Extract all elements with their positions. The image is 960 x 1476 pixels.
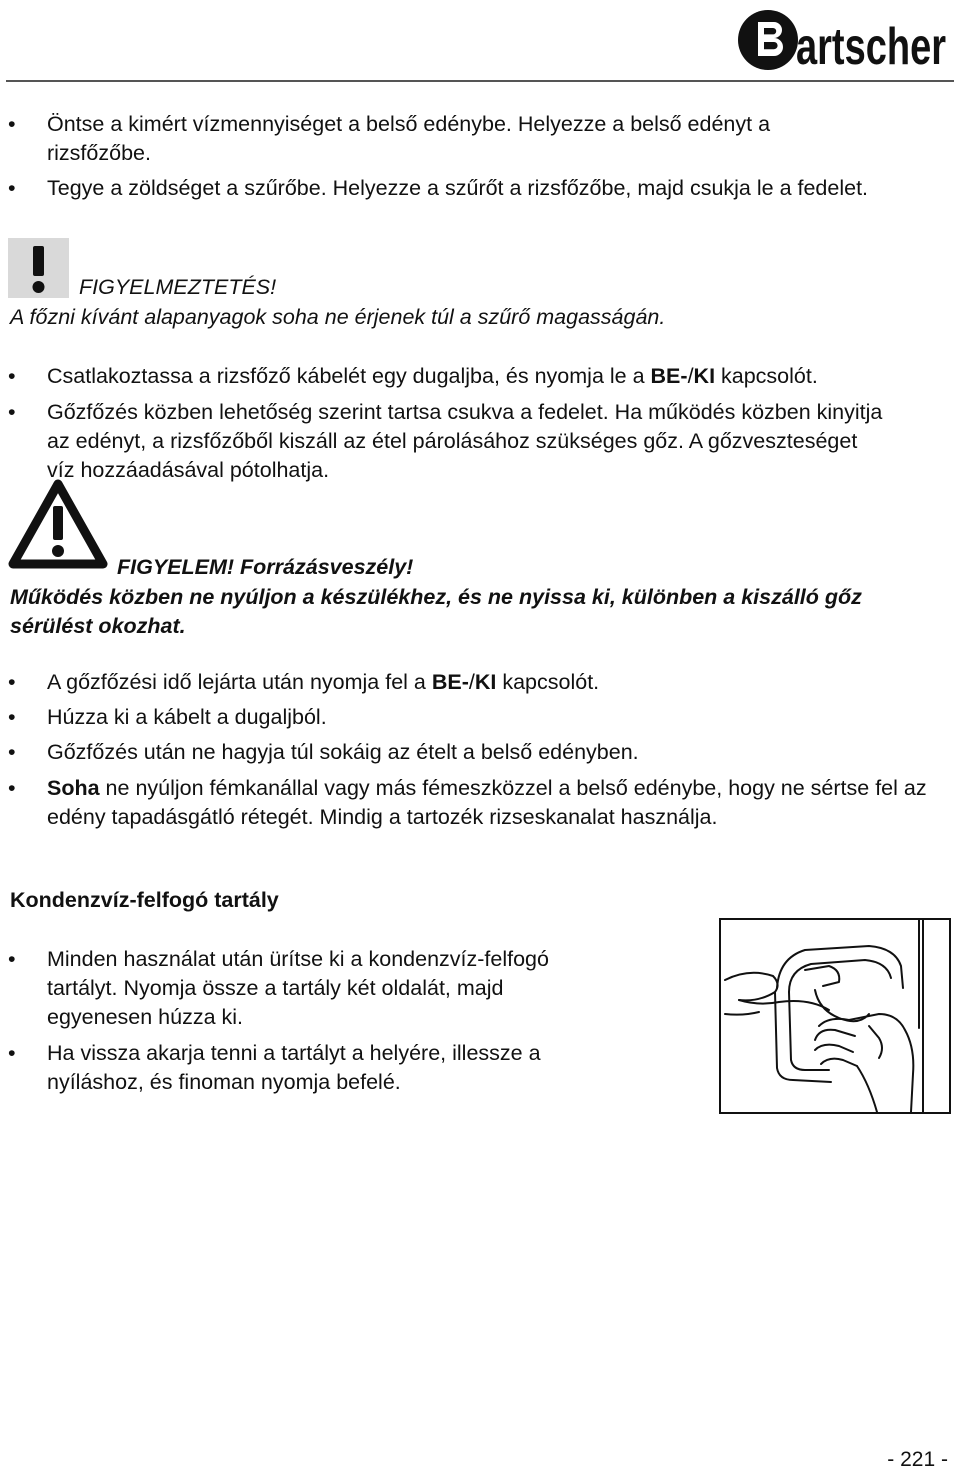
section-heading: Kondenzvíz-felfogó tartály [10,888,279,912]
bullet-icon: • [8,112,16,136]
bullet-icon: • [8,670,16,694]
svg-text:artscher: artscher [796,18,946,70]
list-item-text: Csatlakoztassa a rizsfőző kábelét egy dugaljba, és nyomja le a BE-/KI kapcsolót. [47,364,818,388]
bullet-icon: • [8,947,16,971]
bullet-icon: • [8,400,16,424]
caution-text: Működés közben ne nyúljon a készülékhez, és ne nyissa ki, különben a kiszálló gőz sérülést okozhat. [10,585,862,638]
warning-text: A főzni kívánt alapanyagok soha ne érjenek túl a szűrő magasságán. [10,305,666,329]
warning-title: FIGYELMEZTETÉS! [79,275,277,299]
list-item-text: Ha vissza akarja tenni a tartályt a helyére, illessze a nyíláshoz, és finoman nyomja befelé. [47,1041,541,1094]
bullet-icon: • [8,776,16,800]
list-item-text: Soha ne nyúljon fémkanállal vagy más fémeszközzel a belső edénybe, hogy ne sértse fel az edény tapadásgátló rétegét. Mindig a tartozék rizseskanalat használja. [47,776,927,829]
page-number: - 221 - [887,1448,948,1471]
caution-title: FIGYELEM! Forrázásveszély! [117,555,414,579]
warning-triangle-icon [8,478,108,570]
list-item-text: Minden használat után ürítse ki a kondenzvíz-felfogó tartályt. Nyomja össze a tartály két oldalát, majd egyenesen húzza ki. [47,947,549,1029]
list-item-text: Gőzfőzés után ne hagyja túl sokáig az ételt a belső edényben. [47,740,639,764]
bullet-icon: • [8,176,16,200]
condensate-container-illustration [719,918,951,1114]
list-item-text: Húzza ki a kábelt a dugaljból. [47,705,327,729]
list-item-text: Tegye a zöldséget a szűrőbe. Helyezze a szűrőt a rizsfőzőbe, majd csukja le a fedelet. [47,176,869,200]
list-item-text: Öntse a kimért vízmennyiséget a belső edénybe. Helyezze a belső edényt a rizsfőzőbe. [47,112,771,165]
bullet-icon: • [8,740,16,764]
bullet-icon: • [8,1041,16,1065]
bullet-icon: • [8,364,16,388]
list-item-text: Gőzfőzés közben lehetőség szerint tartsa csukva a fedelet. Ha működés közben kinyitja az edényt, a rizsfőzőből kiszáll az étel párolásához szükséges gőz. A gőzveszteséget víz hozzáadásával pótolhatja. [47,400,883,482]
header-rule [6,80,954,82]
bullet-icon: • [8,705,16,729]
list-item-text: A gőzfőzési idő lejárta után nyomja fel a BE-/KI kapcsolót. [47,670,600,694]
exclamation-icon [8,238,69,298]
bartscher-logo [732,4,948,70]
